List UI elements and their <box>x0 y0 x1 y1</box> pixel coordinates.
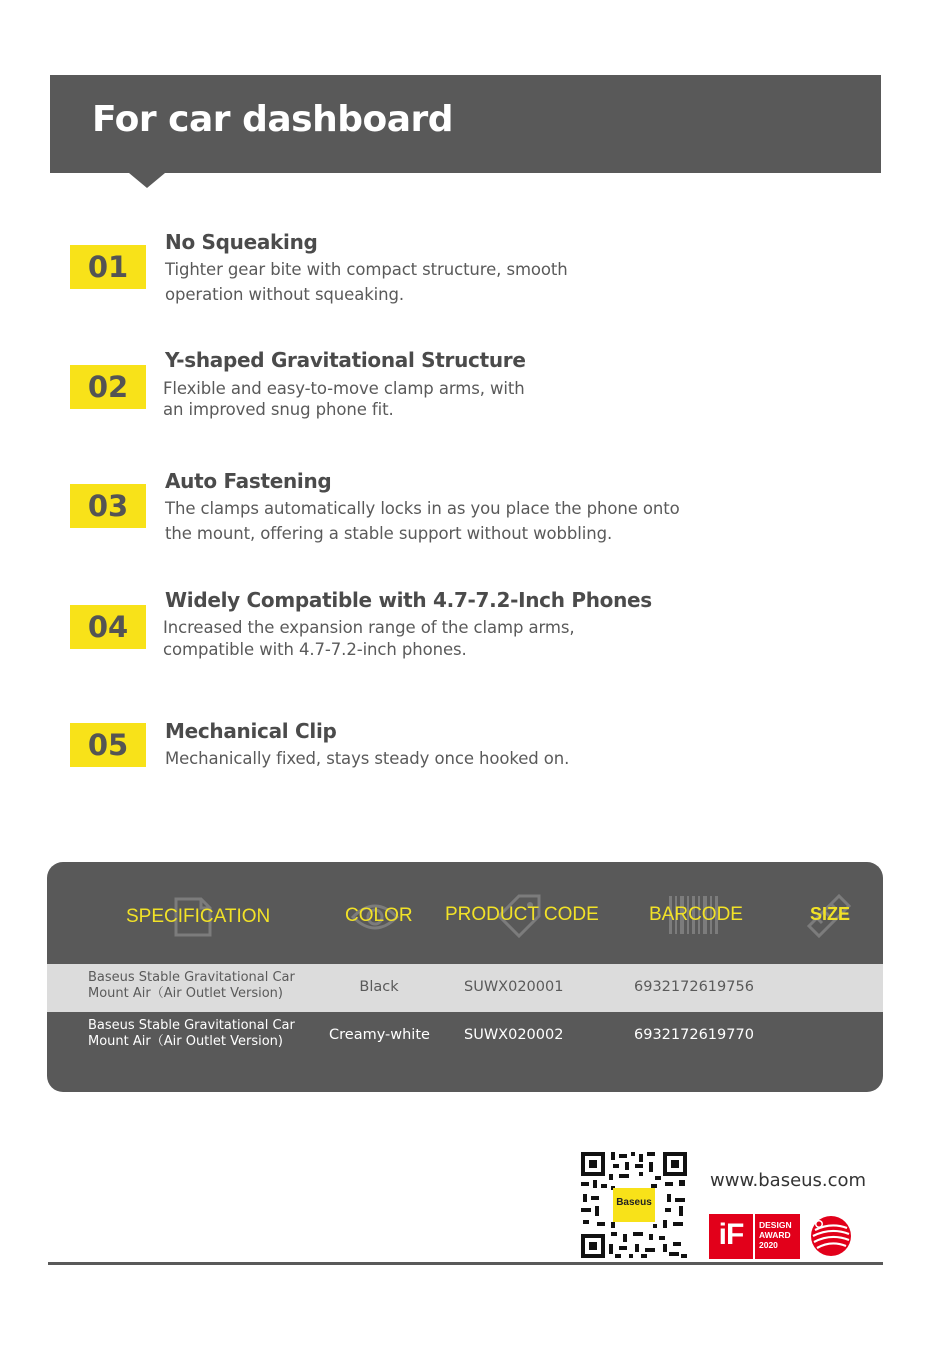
cell-color: Creamy-white <box>329 1027 430 1043</box>
award-label-line: 2020 <box>759 1240 778 1250</box>
feature-item <box>0 469 930 569</box>
cell-specification-line: Mount Air（Air Outlet Version) <box>88 1034 283 1049</box>
table-header <box>47 862 883 964</box>
cell-color: Black <box>359 979 399 995</box>
feature-item <box>0 588 930 688</box>
feature-description-line: Flexible and easy-to-move clamp arms, with <box>163 379 525 398</box>
feature-title: Auto Fastening <box>165 469 332 493</box>
header-barcode: BARCODE <box>649 904 743 925</box>
feature-number-badge: 01 <box>70 245 146 289</box>
if-mark-text: iF <box>718 1218 744 1251</box>
feature-description-line: The clamps automatically locks in as you place the phone onto <box>165 499 680 518</box>
cell-specification-line: Mount Air（Air Outlet Version) <box>88 986 283 1001</box>
feature-title: Mechanical Clip <box>165 719 337 743</box>
feature-description-line: Mechanically fixed, stays steady once hooked on. <box>165 749 570 768</box>
award-label-line: AWARD <box>759 1230 791 1240</box>
feature-title: No Squeaking <box>165 230 318 254</box>
cell-specification-line: Baseus Stable Gravitational Car <box>88 970 295 985</box>
website-link[interactable]: www.baseus.com <box>710 1170 867 1191</box>
cell-barcode: 6932172619770 <box>634 1027 754 1043</box>
feature-number-badge: 03 <box>70 484 146 528</box>
cell-specification <box>88 970 295 1002</box>
feature-description-line: Tighter gear bite with compact structure, smooth <box>165 260 568 279</box>
if-mark <box>709 1214 753 1259</box>
feature-number-badge: 04 <box>70 605 146 649</box>
cell-specification <box>88 1018 295 1050</box>
feature-title: Y-shaped Gravitational Structure <box>165 348 526 372</box>
cell-barcode: 6932172619756 <box>634 979 754 995</box>
feature-description-line: Increased the expansion range of the clamp arms, <box>163 618 575 637</box>
qr-logo-text: Baseus <box>616 1197 652 1208</box>
table-row <box>47 964 883 1012</box>
feature-item <box>0 348 930 448</box>
if-design-award-logo <box>709 1214 800 1259</box>
header-product-code: PRODUCT CODE <box>445 904 599 925</box>
feature-title: Widely Compatible with 4.7-7.2-Inch Phones <box>165 588 652 612</box>
award-label-box <box>755 1214 800 1259</box>
page-title: For car dashboard <box>92 99 454 140</box>
header-color: COLOR <box>345 905 413 926</box>
header-specification: SPECIFICATION <box>126 906 271 927</box>
cell-product-code: SUWX020001 <box>464 979 564 995</box>
header-banner <box>50 75 881 173</box>
header-size: SIZE <box>810 904 851 924</box>
footer-divider <box>48 1262 883 1265</box>
specification-table <box>47 862 883 1092</box>
cell-specification-line: Baseus Stable Gravitational Car <box>88 1018 295 1033</box>
cell-product-code: SUWX020002 <box>464 1027 564 1043</box>
banner-pointer-arrow <box>129 173 165 188</box>
feature-description-line: operation without squeaking. <box>165 285 405 304</box>
feature-description-line: an improved snug phone fit. <box>163 400 394 419</box>
feature-number-badge: 05 <box>70 723 146 767</box>
feature-number-badge: 02 <box>70 365 146 409</box>
red-dot-award-icon <box>809 1214 853 1258</box>
feature-item <box>0 719 930 819</box>
feature-description-line: compatible with 4.7-7.2-inch phones. <box>163 640 467 659</box>
feature-item <box>0 230 930 330</box>
table-row <box>47 1012 883 1060</box>
award-label-line: DESIGN <box>759 1220 792 1230</box>
feature-description-line: the mount, offering a stable support without wobbling. <box>165 524 613 543</box>
